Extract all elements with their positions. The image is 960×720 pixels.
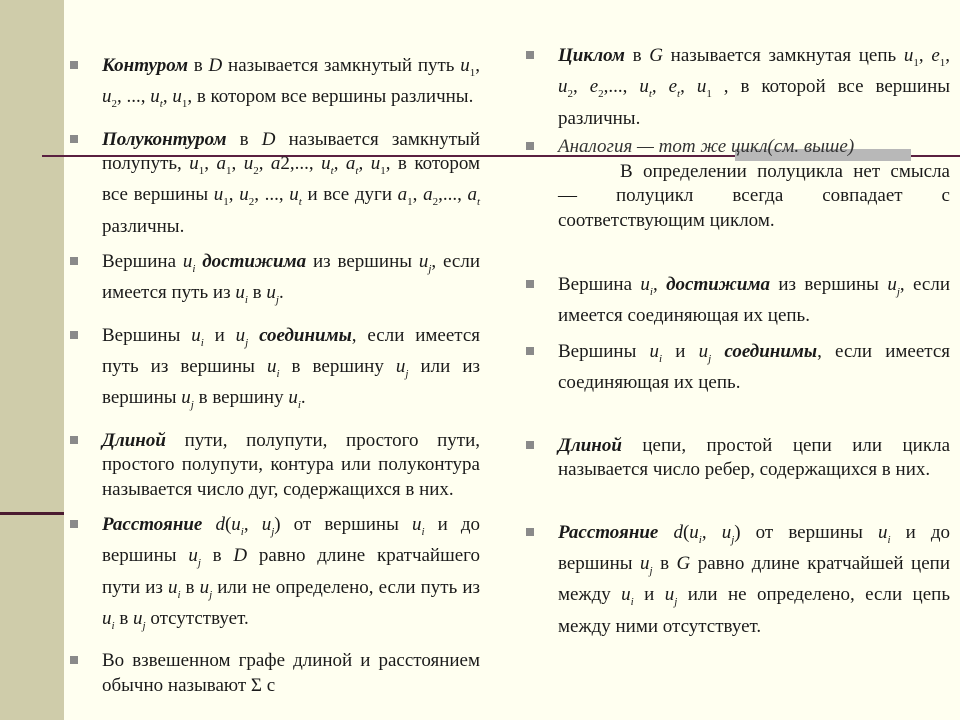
right-column <box>524 44 950 650</box>
left-column <box>68 54 480 709</box>
bullet-icon <box>70 257 78 265</box>
bullet-icon <box>70 331 78 339</box>
bullet-icon <box>70 656 78 664</box>
right-distance-definition: Расстояние $d(u_i$, $u_j$) от вершины $u_i$ и до вершины $u_j$ в G равно длине кратчайшей цепи между $u_i$ и $u_j$ или не определено, если цепь между ними отсутствует. <box>524 521 950 639</box>
bullet-icon <box>70 520 78 528</box>
bullet-icon <box>70 436 78 444</box>
bullet-icon <box>526 142 534 150</box>
length-definition: Длиной пути, полупути, простого пути, простого полупути, контура или полуконтура называется число дуг, содержащихся в них. <box>68 429 480 503</box>
weighted-note: Во взвешенном графе длиной и расстоянием обычно называют Σ с <box>68 649 480 698</box>
side-panel <box>0 0 64 720</box>
semicycle-note: В определении полуцикла нет смысла — полуцикл всегда совпадает с соответствующим циклом. <box>558 160 950 231</box>
side-rule <box>0 512 64 515</box>
reachable-definition: Вершина $u_i$ достижима из вершины $u_j$, если имеется путь из $u_i$ в $u_j$. <box>68 250 480 313</box>
bullet-icon <box>526 441 534 449</box>
bullet-icon <box>526 347 534 355</box>
contour-definition: Контуром в D называется замкнутый путь $u_1$, $u_2$, ..., $u_t$, $u_1$, в котором все вершины различны. <box>68 54 480 117</box>
bullet-icon <box>526 528 534 536</box>
cycle-definition: Циклом в G называется замкнутая цепь $u_1$, $e_1$, $u_2$, $e_2$,..., $u_t$, $e_t$, $u_1$ , в которой все вершины различны. <box>524 44 950 131</box>
bullet-icon <box>70 61 78 69</box>
bullet-icon <box>526 51 534 59</box>
semicontour-definition: Полуконтуром в D называется замкнутый полупуть, $u_1$, $a_1$, $u_2$, a2,..., $u_t$, $a_t$, $u_1$, в котором все вершины $u_1$, $u_2$, ..., $u_t$ и все дуги $a_1$, $a_2$,..., $a_t$ различны. <box>68 128 480 240</box>
right-reachable-definition: Вершина $u_i$, достижима из вершины $u_j$, если имеется соединяющая их цепь. <box>524 273 950 329</box>
bullet-icon <box>526 280 534 288</box>
connectable-definition: Вершины $u_i$ и $u_j$ соединимы, если имеется путь из вершины $u_i$ в вершину $u_j$ или из вершины $u_j$ в вершину $u_i$. <box>68 324 480 418</box>
distance-definition: Расстояние $d(u_i$, $u_j$) от вершины $u_i$ и до вершины $u_j$ в D равно длине кратчайшего пути из $u_i$ в $u_j$ или не определено, если путь из $u_i$ в $u_j$ отсутствует. <box>68 513 480 638</box>
analogy-note: Аналогия — тот же цикл(см. выше) <box>524 135 950 160</box>
right-length-definition: Длиной цепи, простой цепи или цикла называется число ребер, содержащихся в них. <box>524 434 950 483</box>
bullet-icon <box>70 135 78 143</box>
right-connectable-definition: Вершины $u_i$ и $u_j$ соединимы, если имеется соединяющая их цепь. <box>524 340 950 396</box>
